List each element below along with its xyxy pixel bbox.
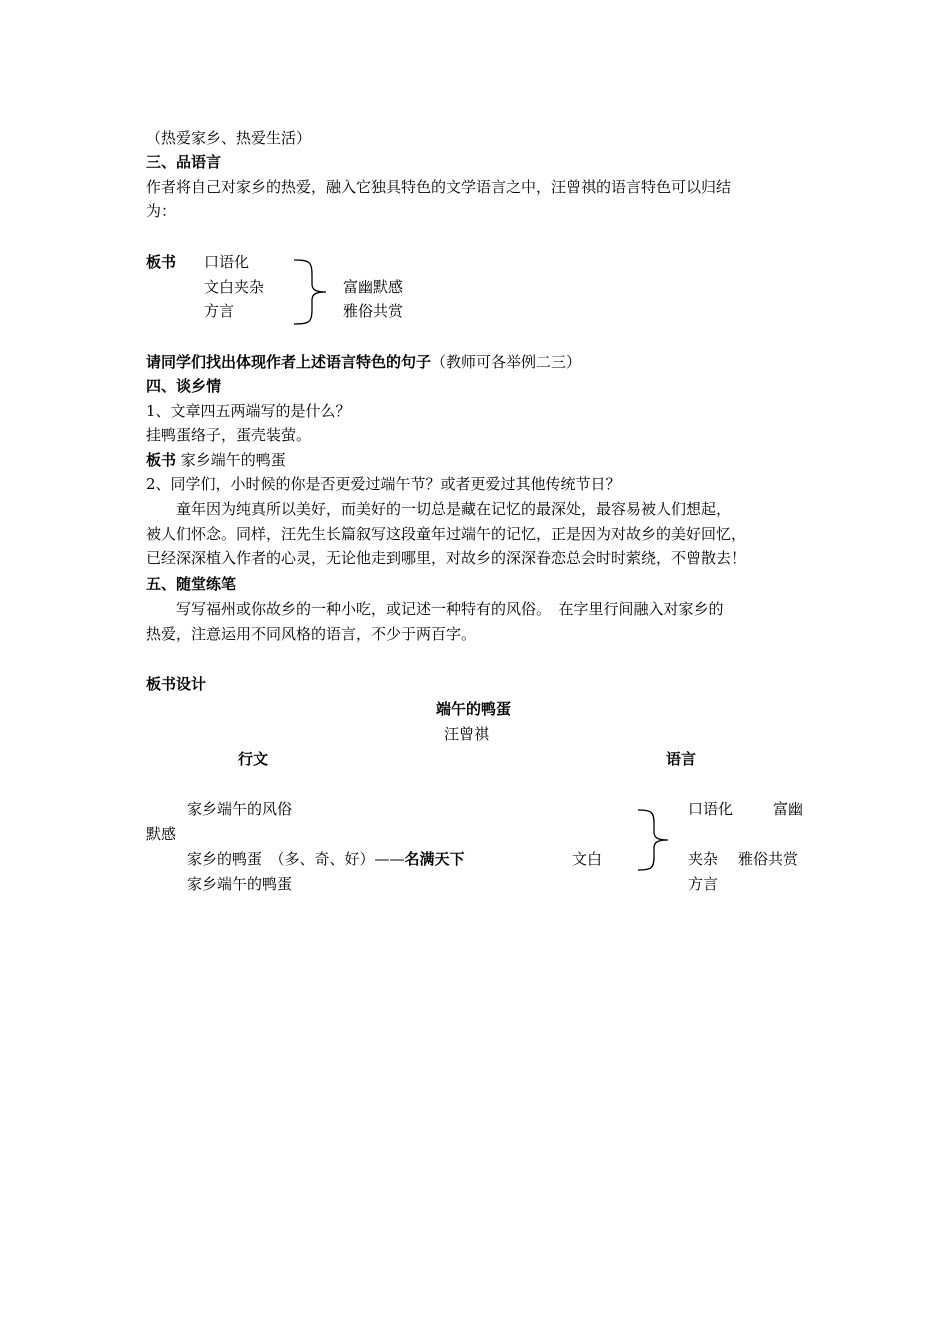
- board-result-humor: 富幽默感: [343, 278, 404, 296]
- design-row1-right-a: 口语化: [688, 800, 734, 818]
- design-row1-left: 家乡端午的风俗: [187, 800, 293, 818]
- section5-paragraph-line1: 写写福州或你故乡的一种小吃，或记述一种特有的风俗。 在字里行间融入对家乡的: [176, 600, 724, 618]
- design-row3-left: 家乡端午的鸭蛋: [187, 875, 293, 893]
- section4-paragraph-line3: 已经深深植入作者的心灵，无论他走到哪里，对故乡的深深眷恋总会时时萦绕，不曾散去！: [146, 549, 747, 567]
- section4-question2: 2、同学们，小时候的你是否更爱过端午节？或者更爱过其他传统节日？: [146, 475, 621, 493]
- section4-board: [146, 450, 286, 470]
- section3-paragraph-line1: 作者将自己对家乡的热爱，融入它独具特色的文学语言之中，汪曾祺的语言特色可以归结: [146, 178, 732, 196]
- board-item-colloquial: 口语化: [204, 253, 250, 271]
- right-brace-icon: [292, 258, 332, 326]
- design-brace-icon: [636, 808, 676, 872]
- design-row2-left: [187, 849, 465, 869]
- section4-question1: 1、文章四五两端写的是什么？: [146, 402, 351, 420]
- section3-board-label: 板书: [146, 253, 177, 271]
- design-author: 汪曾祺: [444, 725, 490, 743]
- board-item-mixed: 文白夹杂: [204, 278, 265, 296]
- design-row2-left-b: 名满天下: [404, 850, 465, 868]
- design-column-left: 行文: [238, 750, 269, 768]
- design-column-right: 语言: [666, 750, 697, 768]
- intro-parenthetical: （热爱家乡、热爱生活）: [146, 129, 312, 147]
- section4-answer1: 挂鸭蛋络子，蛋壳装萤。: [146, 426, 312, 444]
- design-row3-right: 方言: [688, 875, 719, 893]
- section5-paragraph-line2: 热爱，注意运用不同风格的语言，不少于两百字。: [146, 625, 477, 643]
- section4-heading: 四、谈乡情: [146, 377, 222, 395]
- section5-heading: 五、随堂练笔: [146, 575, 237, 593]
- design-row1-right-b: 富幽: [773, 800, 804, 818]
- section4-paragraph-line2: 被人们怀念。同样，汪先生长篇叙写这段童年过端午的记忆，正是因为对故乡的美好回忆，: [146, 525, 747, 543]
- board-result-refined: 雅俗共赏: [343, 302, 404, 320]
- section3-task: [146, 352, 581, 372]
- task-normal-text: （教师可各举例二三）: [431, 353, 582, 371]
- section3-paragraph-line2: 为：: [146, 202, 177, 220]
- board-item-dialect: 方言: [204, 302, 235, 320]
- task-bold-text: 请同学们找出体现作者上述语言特色的句子: [146, 353, 432, 371]
- design-row1-wrap: 默感: [146, 825, 177, 843]
- section3-heading: 三、品语言: [146, 153, 222, 171]
- design-row2-right-b: 雅俗共赏: [738, 850, 799, 868]
- section4-paragraph-line1: 童年因为纯真所以美好，而美好的一切总是藏在记忆的最深处，最容易被人们想起，: [176, 500, 732, 518]
- design-row2-right-a: 夹杂: [688, 850, 719, 868]
- design-row2-left-a: 家乡的鸭蛋 （多、奇、好）——: [187, 850, 405, 868]
- design-title: 端午的鸭蛋: [436, 700, 512, 718]
- section4-board-label: 板书: [146, 451, 177, 469]
- design-row2-mid: 文白: [572, 850, 603, 868]
- design-heading: 板书设计: [146, 675, 207, 693]
- section4-board-text: 家乡端午的鸭蛋: [180, 451, 286, 469]
